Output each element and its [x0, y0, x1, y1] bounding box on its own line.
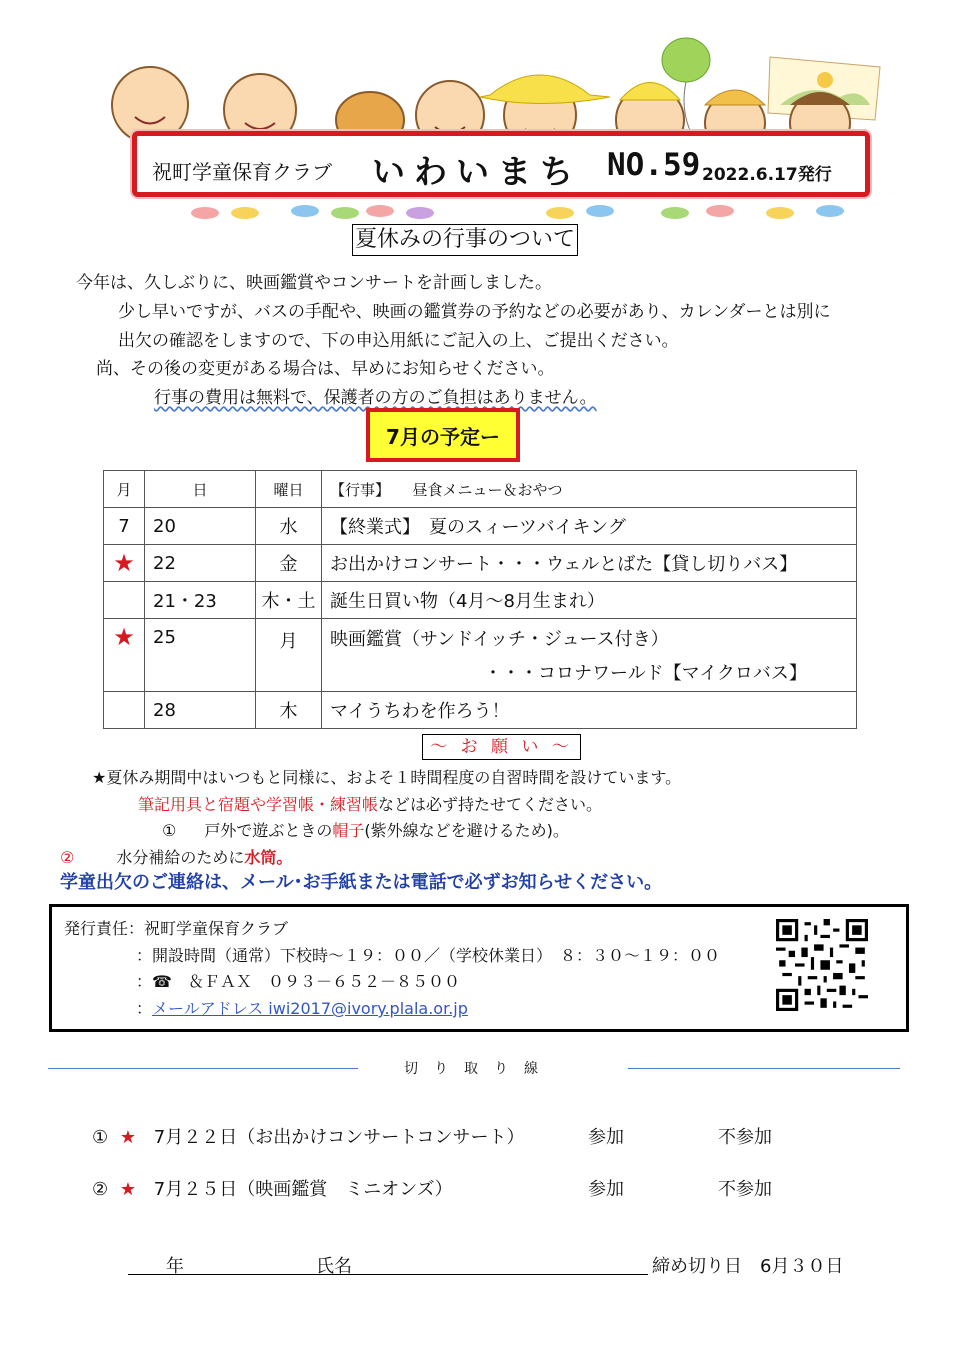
request-line-3-pre: 戸外で遊ぶときの: [204, 821, 333, 840]
row-weekday: 水: [256, 508, 322, 545]
request-line-2: [138, 792, 602, 815]
request-line-2-highlight: 筆記用具と宿題や学習帳・練習帳: [138, 795, 379, 814]
request-line-3-post: (紫外線などを避けるため)。: [364, 821, 569, 840]
intro-line-4: 尚、その後の変更がある場合は、早めにお知らせください。: [96, 359, 555, 379]
row-weekday: 月: [256, 619, 322, 692]
newsletter-name: いわいまち: [372, 152, 582, 191]
row-day: 28: [145, 692, 256, 729]
row-day: 22: [145, 545, 256, 582]
cut-line-right: [628, 1068, 900, 1069]
row-day: 21・23: [145, 582, 256, 619]
reply-2-attend-option[interactable]: 参加: [588, 1179, 624, 1200]
header-event: 【行事】 昼食メニュー＆おやつ: [322, 471, 857, 508]
attendance-notice: 学童出欠のご連絡は、メール･お手紙または電話で必ずお知らせください。: [60, 872, 663, 893]
reply-item-2: [92, 1175, 453, 1201]
reply-1-absent-option[interactable]: 不参加: [718, 1127, 772, 1148]
schedule-title: 7月の予定ー: [366, 408, 520, 462]
reply-event: 7月２２日（お出かけコンサートコンサート）: [153, 1127, 525, 1148]
request-line-4: [60, 845, 292, 868]
page-title: 夏休みの行事のついて: [352, 224, 578, 256]
row-event-cell: [322, 619, 857, 692]
publisher-line: 発行責任：祝町学童保育クラブ: [64, 919, 289, 938]
row-month: 7: [104, 508, 145, 545]
reply-event: 7月２５日（映画鑑賞 ミニオンズ）: [153, 1179, 453, 1200]
row-weekday: 金: [256, 545, 322, 582]
table-row: [104, 619, 857, 692]
reply-2-absent-option[interactable]: 不参加: [718, 1179, 772, 1200]
request-num-1: ①: [162, 821, 177, 840]
table-row: [104, 582, 857, 619]
cut-line-label: 切り取り線: [404, 1061, 554, 1077]
header-month: 月: [104, 471, 145, 508]
row-event: 【終業式】 夏のスィーツバイキング: [322, 508, 857, 545]
row-event: 映画鑑賞（サンドイッチ・ジュース付き）: [330, 629, 669, 650]
row-month: [104, 582, 145, 619]
hours-line: ：開設時間（通常）下校時～１９：００／（学校休業日） ８：３０～１９：００: [136, 946, 721, 965]
star-icon: ★: [119, 1179, 137, 1200]
intro-line-5: 行事の費用は無料で、保護者の方のご負担はありません。: [154, 388, 597, 408]
row-event: お出かけコンサート・・・ウェルとばた【貸し切りバス】: [322, 545, 857, 582]
schedule-table: [103, 470, 857, 729]
phone-prefix: ：: [136, 972, 153, 991]
name-label: 氏名: [316, 1256, 352, 1277]
header-day: 日: [145, 471, 256, 508]
row-weekday: 木・土: [256, 582, 322, 619]
request-line-3-highlight: 帽子: [332, 821, 365, 840]
table-row: [104, 692, 857, 729]
qr-code-icon: [776, 919, 868, 1011]
request-heading: ～ お 願 い ～: [422, 734, 581, 760]
issue-date: 2022.6.17発行: [702, 165, 832, 185]
intro-line-1: 今年は、久しぶりに、映画鑑賞やコンサートを計画しました。: [76, 273, 552, 293]
email-prefix: ：: [136, 999, 153, 1018]
header-weekday: 曜日: [256, 471, 322, 508]
request-line-4-pre: 水分補給のために: [116, 848, 245, 867]
email-line: [136, 996, 468, 1019]
row-event: マイうちわを作ろう！: [322, 692, 857, 729]
row-event: 誕生日買い物（4月～8月生まれ）: [322, 582, 857, 619]
phone-fax-number: ＆ＦＡＸ ０９３－６５２－８５００: [171, 972, 460, 991]
intro-line-2: 少し早いですが、バスの手配や、映画の鑑賞券の予約などの必要があり、カレンダーとは別に: [118, 302, 831, 322]
intro-line-3: 出欠の確認をしますので、下の申込用紙にご記入の上、ご提出ください。: [118, 331, 679, 351]
club-name: 祝町学童保育クラブ: [152, 160, 332, 184]
phone-line: [136, 969, 460, 992]
request-line-2-rest: などは必ず持たせてください。: [378, 795, 603, 814]
cut-line-left: [48, 1068, 358, 1069]
reply-item-1: [92, 1123, 524, 1149]
row-weekday: 木: [256, 692, 322, 729]
request-line-1: ★夏休み期間中はいつもと同様に、およそ１時間程度の自習時間を設けています。: [92, 768, 682, 787]
table-row: [104, 545, 857, 582]
deadline-text: 締め切り日 6月３０日: [652, 1256, 844, 1277]
request-line-4-highlight: 水筒。: [244, 848, 293, 867]
signature-line[interactable]: [128, 1274, 648, 1275]
row-month: [104, 692, 145, 729]
table-row: [104, 508, 857, 545]
row-event-continued: ・・・コロナワールド【マイクロバス】: [484, 663, 807, 684]
star-icon: ★: [119, 1127, 137, 1148]
star-mark: ★: [104, 619, 145, 692]
reply-1-attend-option[interactable]: 参加: [588, 1127, 624, 1148]
reply-num: ②: [92, 1179, 109, 1200]
issue-number: NO.59: [607, 147, 701, 183]
request-num-2: ②: [60, 848, 75, 867]
row-day: 25: [145, 619, 256, 692]
reply-num: ①: [92, 1127, 109, 1148]
grade-label: 年: [166, 1256, 184, 1277]
phone-icon: ☎: [152, 972, 172, 991]
star-mark: ★: [104, 545, 145, 582]
row-day: 20: [145, 508, 256, 545]
email-link[interactable]: メールアドレス iwi2017@ivory.plala.or.jp: [152, 999, 468, 1018]
request-line-3: [162, 818, 569, 841]
table-header-row: [104, 471, 857, 508]
